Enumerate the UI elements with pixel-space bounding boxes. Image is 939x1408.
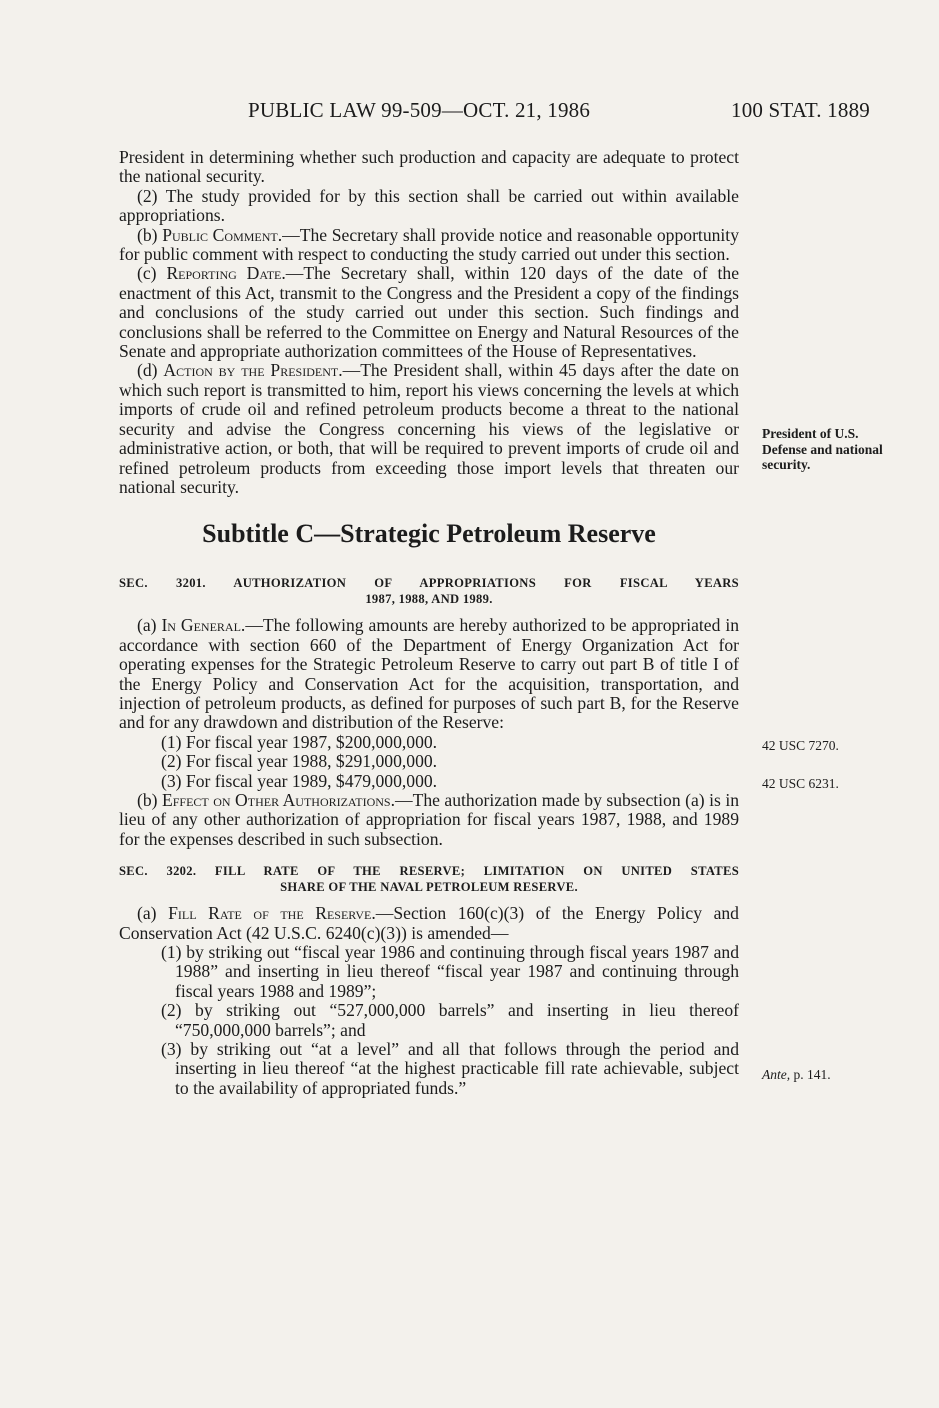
subtitle-heading: Subtitle C—Strategic Petroleum Reserve	[202, 519, 656, 549]
paragraph-2: (2) The study provided for by this section shall be carried out within available appropriations.	[119, 185, 739, 226]
para-lead: (d)	[137, 360, 164, 381]
margin-note-usc-7270: 42 USC 7270.	[762, 738, 839, 753]
section-heading-line: 1987, 1988, AND 1989.	[365, 592, 493, 607]
margin-note-ante	[762, 1067, 912, 1083]
list-item: (2) For fiscal year 1988, $291,000,000.	[161, 751, 438, 772]
para-lead: (c)	[137, 263, 167, 284]
paragraph-continued: President in determining whether such production and capacity are adequate to protect the national security.	[119, 147, 739, 187]
margin-note-president: President of U.S. Defense and national security.	[762, 426, 883, 472]
main-text	[119, 148, 739, 1098]
paragraph-fill-rate	[119, 904, 739, 943]
section-3202-heading	[119, 863, 739, 895]
para-text: —The Secretary shall, within 120 days of the date of the enactment of this Act, transmit to the Congress and the President a copy of the findings and conclusions of the study carried out under this section. Such findings and conclusions shall be referred to the Committee on Energy and Natural Resources of the Senate and appropriate authorization committees of the House of Representatives.	[119, 263, 739, 362]
ante-italic: Ante,	[762, 1067, 791, 1082]
para-lead: (a)	[137, 615, 162, 636]
list-item: (3) For fiscal year 1989, $479,000,000.	[161, 770, 438, 791]
paragraph-action-president	[119, 361, 739, 497]
para-text: —Section 160(c)(3) of the Energy Policy and Conservation Act (42 U.S.C. 6240(c)(3)) is amended—	[119, 903, 739, 943]
list-item: (3) by striking out “at a level” and all that follows through the period and inserting in lieu thereof “at the highest practicable fill rate achievable, subject to the availability of appropriated funds.”	[161, 1039, 739, 1098]
list-item: (1) by striking out “fiscal year 1986 and continuing through fiscal years 1987 and 1988” and inserting in lieu thereof “fiscal year 1987 and continuing through fiscal years 1988 and 1989”;	[161, 942, 739, 1001]
para-heading: Public Comment.	[162, 224, 283, 245]
list-item: (2) by striking out “527,000,000 barrels” and inserting in lieu thereof “750,000,000 barrels”; and	[161, 1000, 739, 1040]
margin-note-usc-6231: 42 USC 6231.	[762, 776, 839, 791]
paragraph-reporting-date	[119, 264, 739, 361]
para-text: —The Secretary shall provide notice and reasonable opportunity for public comment with respect to conducting the study carried out under this section.	[119, 224, 739, 265]
section-heading-line: SEC. 3201. AUTHORIZATION OF APPROPRIATIONS FOR FISCAL YEARS	[119, 576, 739, 591]
ante-page: p. 141.	[790, 1067, 831, 1082]
para-heading: Effect on Other Authorizations.	[162, 789, 396, 810]
paragraph-in-general	[119, 616, 739, 732]
stat-page-number: 100 STAT. 1889	[731, 98, 870, 122]
section-3201-heading	[119, 575, 739, 607]
para-heading: Reporting Date.	[166, 263, 286, 284]
para-text: —The following amounts are hereby authorized to be appropriated in accordance with section 660 of the Department of Energy Organization Act for operating expenses for the Strategic Petroleum Reserve to carry out part B of title I of the Energy Policy and Conservation Act for the acquisition, transportation, and injection of petroleum products, as defined for purposes of such part B, for the Reserve and for any drawdown and distribution of the Reserve:	[119, 615, 739, 733]
para-text: —The authorization made by subsection (a) is in lieu of any other authorization of appropriation for fiscal years 1987, 1988, and 1989 for the expenses described in such subsection.	[119, 789, 740, 849]
paragraph-effect-other	[119, 791, 739, 849]
para-heading: Fill Rate of the Reserve.	[168, 903, 376, 924]
section-heading-line: SHARE OF THE NAVAL PETROLEUM RESERVE.	[280, 880, 578, 895]
paragraph-public-comment	[119, 226, 739, 265]
para-heading: In General.	[161, 615, 246, 636]
para-lead: (b)	[137, 789, 162, 810]
para-text: —The President shall, within 45 days after the date on which such report is transmitted to him, report his views concerning the levels at which imports of crude oil and refined petroleum products become a threat to the national security and advise the Congress concerning his views of the legislative or administrative action, or both, that will be required to prevent imports of crude oil and refined petroleum products from exceeding those import levels that threaten our national security.	[119, 360, 739, 497]
para-heading: Action by the President.	[163, 360, 343, 381]
section-heading-line: SEC. 3202. FILL RATE OF THE RESERVE; LIMITATION ON UNITED STATES	[119, 864, 739, 879]
para-lead: (a)	[137, 903, 169, 924]
para-lead: (b)	[137, 224, 163, 245]
public-law-title: PUBLIC LAW 99-509—OCT. 21, 1986	[248, 98, 591, 122]
running-header	[0, 98, 939, 126]
list-item: (1) For fiscal year 1987, $200,000,000.	[161, 731, 438, 752]
